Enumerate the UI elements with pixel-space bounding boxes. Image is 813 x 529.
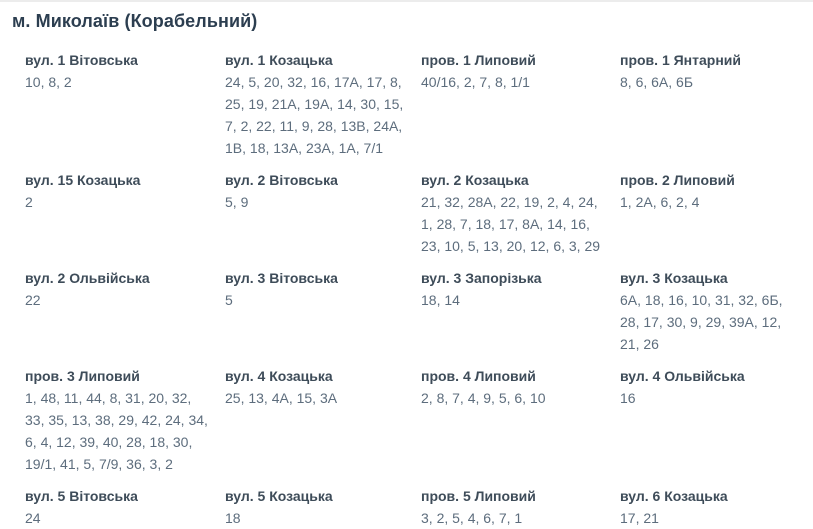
house-numbers: 18: [225, 510, 241, 526]
house-numbers: 5: [225, 292, 233, 308]
street-name: вул. 1 Вітовська: [25, 52, 138, 68]
page-title: м. Миколаїв (Корабельний): [12, 11, 258, 31]
house-numbers: 10, 8, 2: [25, 74, 72, 90]
street-name: вул. 3 Козацька: [620, 270, 728, 286]
street-name: вул. 3 Вітовська: [225, 270, 338, 286]
street-name: вул. 2 Вітовська: [225, 172, 338, 188]
street-cell: [421, 169, 620, 257]
street-cell: [25, 485, 225, 529]
house-numbers: 17, 21: [620, 510, 659, 526]
street-cell: [421, 485, 620, 529]
street-name: пров. 2 Липовий: [620, 172, 735, 188]
house-numbers: 40/16, 2, 7, 8, 1/1: [421, 74, 530, 90]
street-cell: [25, 49, 225, 93]
house-numbers: 22: [25, 292, 41, 308]
street-name: вул. 5 Вітовська: [25, 488, 138, 504]
street-name: пров. 5 Липовий: [421, 488, 536, 504]
house-numbers: 2, 8, 7, 4, 9, 5, 6, 10: [421, 390, 546, 406]
street-name: вул. 1 Козацька: [225, 52, 333, 68]
street-cell: [620, 169, 805, 213]
house-numbers: 2: [25, 194, 33, 210]
street-name: пров. 1 Янтарний: [620, 52, 742, 68]
street-name: вул. 6 Козацька: [620, 488, 728, 504]
street-name: вул. 4 Козацька: [225, 368, 333, 384]
street-cell: [225, 169, 421, 213]
street-cell: [620, 365, 805, 409]
street-name: вул. 2 Ольвійська: [25, 270, 150, 286]
house-numbers: 8, 6, 6А, 6Б: [620, 74, 694, 90]
street-name: пров. 1 Липовий: [421, 52, 536, 68]
street-cell: [421, 365, 620, 409]
street-cell: [421, 49, 620, 93]
street-cell: [225, 49, 421, 159]
street-cell: [421, 267, 620, 311]
street-cell: [25, 267, 225, 311]
street-name: вул. 2 Козацька: [421, 172, 529, 188]
street-name: вул. 4 Ольвійська: [620, 368, 745, 384]
house-numbers: 24, 5, 20, 32, 16, 17А, 17, 8, 25, 19, 21А, 19А, 14, 30, 15, 7, 2, 22, 11, 9, 28, 13В, 24А, 1В, 18, 13А, 23А, 1А, 7/1: [225, 74, 404, 156]
house-numbers: 18, 14: [421, 292, 460, 308]
street-cell: [620, 49, 805, 93]
street-cell: [225, 267, 421, 311]
street-cell: [25, 169, 225, 213]
street-cell: [620, 485, 805, 529]
street-name: вул. 5 Козацька: [225, 488, 333, 504]
street-cell: [225, 485, 421, 529]
house-numbers: 1, 2А, 6, 2, 4: [620, 194, 700, 210]
house-numbers: 6А, 18, 16, 10, 31, 32, 6Б, 28, 17, 30, 9, 29, 39А, 12, 21, 26: [620, 292, 783, 352]
house-numbers: 5, 9: [225, 194, 249, 210]
street-name: пров. 3 Липовий: [25, 368, 140, 384]
street-name: вул. 15 Козацька: [25, 172, 141, 188]
house-numbers: 25, 13, 4А, 15, 3А: [225, 390, 338, 406]
house-numbers: 16: [620, 390, 636, 406]
house-numbers: 1, 48, 11, 44, 8, 31, 20, 32, 33, 35, 13, 38, 29, 42, 24, 34, 6, 4, 12, 39, 40, 28, 18, 30, 19/1, 41, 5, 7/9, 36, 3, 2: [25, 390, 208, 472]
street-name: вул. 3 Запорізька: [421, 270, 542, 286]
street-cell: [225, 365, 421, 409]
street-name: пров. 4 Липовий: [421, 368, 536, 384]
streets-grid: [25, 49, 805, 529]
house-numbers: 24: [25, 510, 41, 526]
house-numbers: 21, 32, 28А, 22, 19, 2, 4, 24, 1, 28, 7, 18, 17, 8А, 14, 16, 23, 10, 5, 13, 20, 12, 6, 3, 29: [421, 194, 601, 254]
street-cell: [620, 267, 805, 355]
house-numbers: 3, 2, 5, 4, 6, 7, 1: [421, 510, 523, 526]
street-cell: [25, 365, 225, 475]
